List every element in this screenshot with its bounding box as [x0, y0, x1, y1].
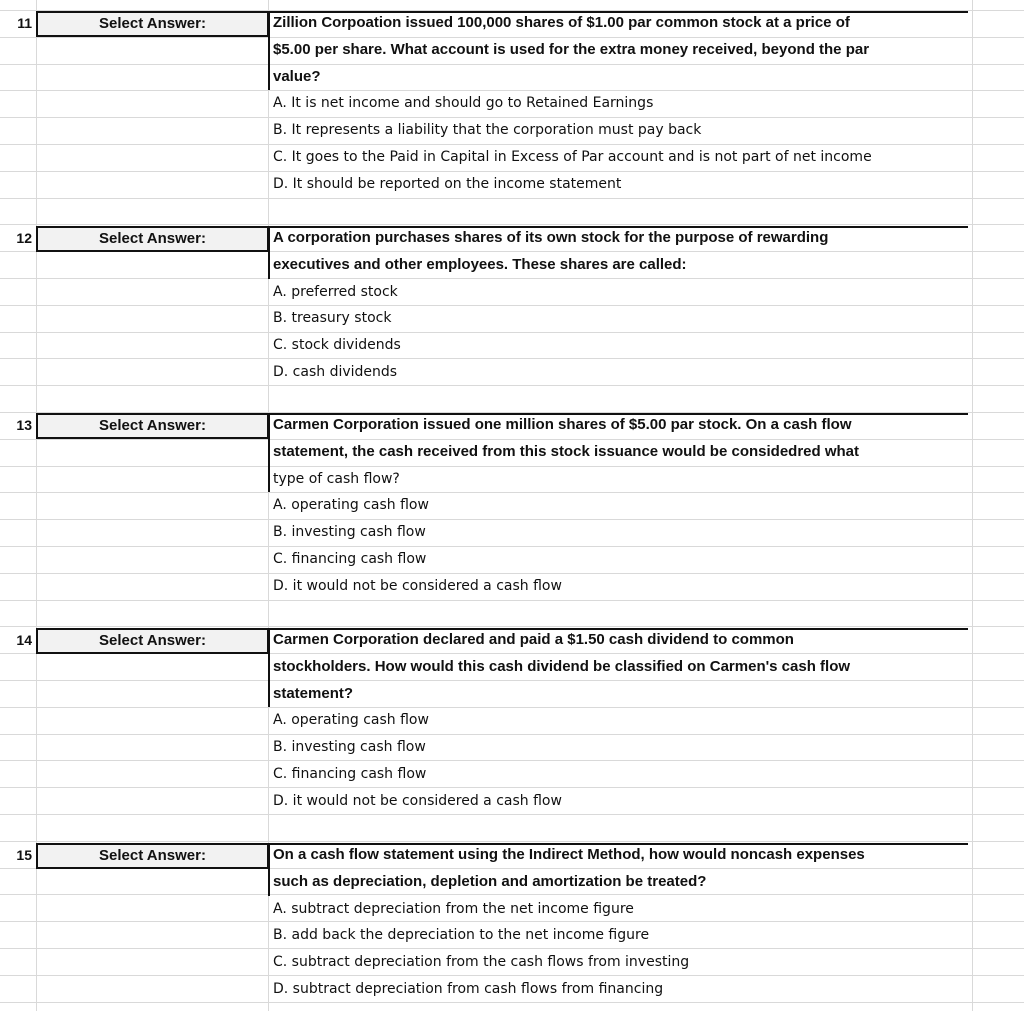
question-number: 15 [16, 847, 32, 863]
gridline-row [0, 332, 1024, 333]
answer-option: D. subtract depreciation from cash flows from financing [273, 981, 664, 997]
gridline-row [0, 546, 1024, 547]
question-border-left [268, 413, 270, 492]
question-text-line: Carmen Corporation issued one million shares of $5.00 par stock. On a cash flow [273, 416, 852, 433]
answer-option: D. cash dividends [273, 364, 398, 380]
gridline-row [0, 600, 1024, 601]
answer-option: C. It goes to the Paid in Capital in Excess of Par account and is not part of net income [273, 149, 872, 165]
answer-option: A. operating cash flow [273, 712, 429, 729]
question-text-line: executives and other employees. These shares are called: [273, 255, 687, 273]
answer-option: C. subtract depreciation from the cash flows from investing [273, 954, 690, 971]
question-text-line: type of cash flow? [273, 470, 400, 487]
answer-option: A. It is net income and should go to Retained Earnings [273, 95, 654, 112]
answer-option: A. operating cash flow [273, 497, 429, 514]
question-border-left [268, 843, 270, 896]
answer-option: C. financing cash flow [273, 551, 427, 567]
select-answer-dropdown[interactable]: Select Answer: [36, 843, 269, 869]
gridline-row [0, 707, 1024, 708]
question-text-line: statement? [273, 684, 354, 702]
gridline-row [0, 305, 1024, 306]
question-number: 11 [17, 15, 32, 31]
gridline-row [0, 734, 1024, 735]
answer-option: B. It represents a liability that the corporation must pay back [273, 122, 702, 139]
question-border-left [268, 11, 270, 90]
question-text-line: $5.00 per share. What account is used for the extra money received, beyond the par [273, 40, 870, 58]
answer-option: C. stock dividends [273, 337, 401, 354]
gridline-row [0, 492, 1024, 493]
gridline-row [0, 385, 1024, 386]
gridline-row [0, 278, 1024, 279]
answer-option: C. financing cash flow [273, 766, 427, 782]
answer-option: D. it would not be considered a cash flow [273, 792, 562, 809]
question-text-line: stockholders. How would this cash dividend be classified on Carmen's cash flow [273, 657, 851, 675]
gridline-row [0, 358, 1024, 359]
question-border-left [268, 628, 270, 707]
gridline-row [0, 519, 1024, 520]
answer-option: B. investing cash flow [273, 524, 426, 541]
question-text-line: On a cash flow statement using the Indirect Method, how would noncash expenses [273, 846, 865, 863]
select-answer-dropdown[interactable]: Select Answer: [36, 226, 269, 252]
answer-option: D. it would not be considered a cash flow [273, 577, 562, 594]
question-text-line: Zillion Corpoation issued 100,000 shares of $1.00 par common stock at a price of [273, 14, 850, 31]
answer-option: B. add back the depreciation to the net income figure [273, 927, 650, 944]
select-answer-dropdown[interactable]: Select Answer: [36, 11, 269, 37]
select-answer-dropdown[interactable]: Select Answer: [36, 413, 269, 439]
question-text-line: such as depreciation, depletion and amortization be treated? [273, 872, 707, 890]
gridline-row [0, 760, 1024, 761]
question-text-line: value? [273, 67, 321, 85]
answer-option: B. treasury stock [273, 310, 392, 327]
question-text-line: Carmen Corporation declared and paid a $1.50 cash dividend to common [273, 631, 794, 648]
question-border-left [268, 226, 270, 279]
question-number: 12 [16, 230, 32, 246]
answer-option: A. subtract depreciation from the net income figure [273, 900, 634, 917]
question-text-line: A corporation purchases shares of its own stock for the purpose of rewarding [273, 229, 829, 246]
question-number: 14 [16, 632, 32, 648]
select-answer-dropdown[interactable]: Select Answer: [36, 628, 269, 654]
question-text-line: statement, the cash received from this stock issuance would be considedred what [273, 442, 860, 460]
question-number: 13 [16, 417, 32, 433]
gridline-row [0, 814, 1024, 815]
answer-option: D. It should be reported on the income statement [273, 175, 622, 192]
answer-option: A. preferred stock [273, 283, 398, 300]
gridline-row [0, 1002, 1024, 1003]
gridline-row [0, 198, 1024, 199]
answer-option: B. investing cash flow [273, 739, 426, 756]
